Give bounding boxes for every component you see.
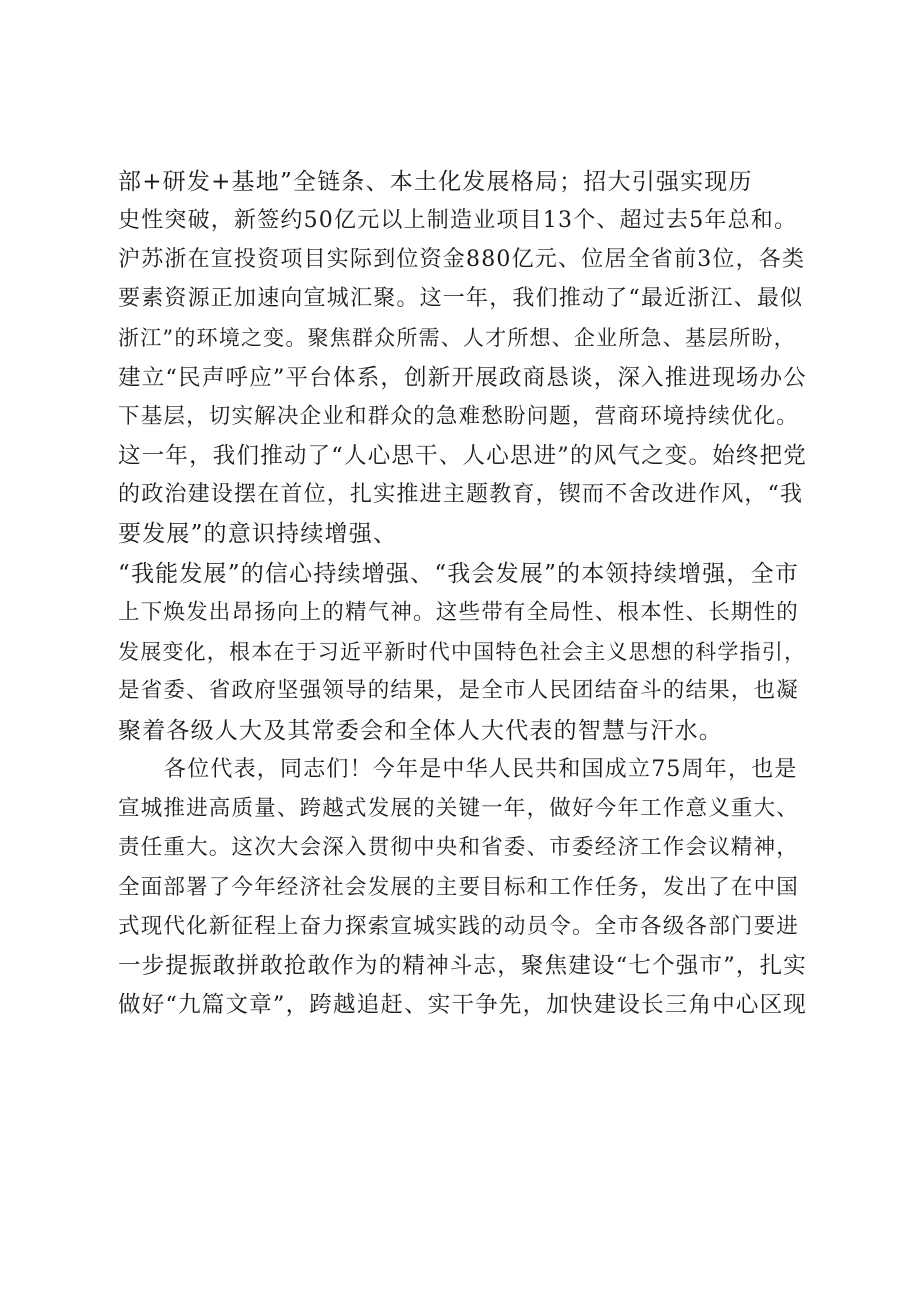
text-line: 上下焕发出昂扬向上的精气神。这些带有全局性、根本性、长期性的 bbox=[118, 600, 800, 625]
text-line: 史性突破，新签约50亿元以上制造业项目13个、超过去5年总和。 bbox=[118, 208, 798, 233]
text-line: “我能发展”的信心持续增强、“我会发展”的本领持续增强，全市 bbox=[118, 561, 800, 587]
text-line: 部+研发+基地”全链条、本土化发展格局；招大引强实现历 bbox=[118, 169, 753, 195]
text-line: 一步提振敢拼敢抢敢作为的精神斗志，聚焦建设“七个强市”，扎实 bbox=[118, 953, 808, 979]
text-line: 责任重大。这次大会深入贯彻中央和省委、市委经济工作会议精神， bbox=[118, 835, 800, 860]
text-line: 宣城推进高质量、跨越式发展的关键一年，做好今年工作意义重大、 bbox=[118, 796, 800, 821]
text-line: 式现代化新征程上奋力探索宣城实践的动员令。全市各级各部门要进 bbox=[118, 914, 800, 939]
text-line: 的政治建设摆在首位，扎实推进主题教育，锲而不舍改进作风，“我 bbox=[118, 482, 804, 507]
text-line: 做好“九篇文章”，跨越追赶、实干争先，加快建设长三角中心区现 bbox=[118, 992, 808, 1018]
text-line: 建立“民声呼应”平台体系，创新开展政商恳谈，深入推进现场办公 bbox=[118, 365, 808, 391]
text-line: 聚着各级人大及其常委会和全体人大代表的智慧与汗水。 bbox=[118, 718, 723, 744]
text-line: 下基层，切实解决企业和群众的急难愁盼问题，营商环境持续优化。 bbox=[118, 404, 800, 429]
text-line: 是省委、省政府坚强领导的结果，是全市人民团结奋斗的结果，也凝 bbox=[118, 678, 800, 703]
text-line: 全面部署了今年经济社会发展的主要目标和工作任务，发出了在中国 bbox=[118, 875, 800, 900]
text-line: 这一年，我们推动了“人心思干、人心思进”的风气之变。始终把党 bbox=[118, 443, 808, 469]
text-line: 浙江”的环境之变。聚焦群众所需、人才所想、企业所急、基层所盼， bbox=[118, 326, 796, 350]
text-line: 沪苏浙在宣投资项目实际到位资金880亿元、位居全省前3位，各类 bbox=[118, 247, 806, 272]
text-line: 发展变化，根本在于习近平新时代中国特色社会主义思想的科学指引， bbox=[118, 640, 807, 664]
paragraph-first-line: 各位代表，同志们！今年是中华人民共和国成立75周年，也是 bbox=[164, 757, 798, 782]
text-line: 要发展”的意识持续增强、 bbox=[118, 521, 398, 547]
text-line: 要素资源正加速向宣城汇聚。这一年，我们推动了“最近浙江、最似 bbox=[118, 286, 804, 311]
